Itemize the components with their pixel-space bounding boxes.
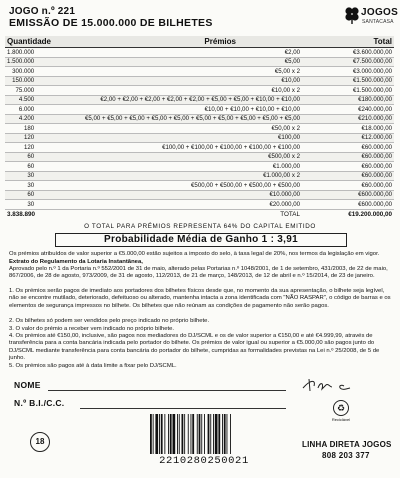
prize-cell: €2,00 <box>62 48 306 58</box>
total-cell: €180.000,00 <box>306 95 394 105</box>
total-cell: €60.000,00 <box>306 171 394 181</box>
linha-direta-label: LINHA DIRETA JOGOS <box>302 440 392 449</box>
total-cell: €600.000,00 <box>306 200 394 210</box>
quantity-cell: 75.000 <box>5 86 62 96</box>
percent-note: O TOTAL PARA PRÉMIOS REPRESENTA 64% DO CAPITAL EMITIDO <box>84 223 316 230</box>
extract-text: Aprovado pelo n.º 1 da Portaria n.º 552/2001 de 31 de maio, alterado pelas Portarias n.º 1048/2001, de 1 de setembro, 431/2003, de 22 de maio, 867/2006, de 28 de agosto, 973/2009, de 31 de agosto, 112/2013, de 21 de março, 148/2013, de 12 de abril e n.º 15/2014, de 23 de janeiro. <box>9 266 388 280</box>
santa-casa-clover-icon <box>344 6 360 24</box>
total-cell: €1.500.000,00 <box>306 86 394 96</box>
emission-title: EMISSÃO DE 15.000.000 DE BILHETES <box>9 17 213 29</box>
rule-4: 4. Os prémios até €150,00, inclusive, são pagos nos mediadores do DJ/SCML e os de valor superior a €150,00 e até €4.999,99, através de transferência para a conta bancária indicada pelo portador do bilhete. Os prémios de valor igual ou superior a €5.000,00 são pagos junto do DJ/SCML mediante transferência para conta bancária do portador do bilhete, cumpridas as formalidades previstas na Lei n.º 25/2008, de 5 de junho. <box>9 333 380 362</box>
barcode-bar <box>153 414 154 454</box>
total-quantity: 3.838.890 <box>5 209 62 219</box>
prize-cell: €50,00 x 2 <box>62 124 306 134</box>
col-quantidade: Quantidade <box>5 36 62 48</box>
barcode-bar <box>197 414 198 454</box>
quantity-cell: 1.500.000 <box>5 57 62 67</box>
table-row <box>5 57 394 67</box>
tax-note: Os prémios atribuídos de valor superior a €5.000,00 estão sujeitos a imposto do selo, à taxa legal de 20%, nos termos da legislação em vigor. <box>9 251 380 257</box>
barcode-bar <box>230 414 231 454</box>
barcode-bar <box>179 414 180 454</box>
prize-cell: €2,00 + €2,00 + €2,00 + €2,00 + €2,00 + €5,00 + €5,00 + €10,00 + €10,00 <box>62 95 306 105</box>
quantity-cell: 1.800.000 <box>5 48 62 58</box>
table-row <box>5 181 394 191</box>
table-row <box>5 162 394 172</box>
prize-cell: €10.000,00 <box>62 190 306 200</box>
total-cell: €7.500.000,00 <box>306 57 394 67</box>
rule-2: 2. Os bilhetes só podem ser vendidos pelo preço indicado no próprio bilhete. <box>9 318 210 324</box>
barcode-bar <box>191 414 192 454</box>
prize-cell: €10,00 <box>62 76 306 86</box>
prize-table-header <box>5 36 394 48</box>
quantity-cell: 30 <box>5 171 62 181</box>
barcode-bar <box>213 414 214 454</box>
col-premios: Prémios <box>62 36 306 48</box>
barcode-bar <box>204 414 205 454</box>
prize-cell: €20.000,00 <box>62 200 306 210</box>
total-value: €19.200.000,00 <box>306 209 394 219</box>
prize-cell: €500,00 x 2 <box>62 152 306 162</box>
prize-cell: €5,00 <box>62 57 306 67</box>
total-row <box>5 209 394 219</box>
barcode-bar <box>199 414 201 454</box>
barcode-bar <box>210 414 211 454</box>
barcode-bar <box>215 414 218 454</box>
nome-label: NOME <box>14 380 41 390</box>
quantity-cell: 4.200 <box>5 114 62 124</box>
table-row <box>5 200 394 210</box>
total-cell: €1.500.000,00 <box>306 76 394 86</box>
table-row <box>5 143 394 153</box>
jogos-santacasa-logo <box>344 4 399 34</box>
signature <box>300 376 375 394</box>
table-row <box>5 76 394 86</box>
logo-jogos-text: JOGOS <box>361 7 399 18</box>
quantity-cell: 4.500 <box>5 95 62 105</box>
game-number: JOGO n.º 221 <box>9 6 76 17</box>
barcode-bar <box>159 414 160 454</box>
barcode-bar <box>224 414 226 454</box>
barcode-bar <box>208 414 210 454</box>
prize-cell: €1.000,00 x 2 <box>62 171 306 181</box>
total-cell: €210.000,00 <box>306 114 394 124</box>
barcode-bar <box>188 414 189 454</box>
rule-5: 5. Os prémios são pagos até à data limite a fixar pelo DJ/SCML. <box>9 362 177 369</box>
barcode-bar <box>192 414 194 454</box>
prize-cell: €500,00 + €500,00 + €500,00 + €500,00 <box>62 181 306 191</box>
table-row <box>5 124 394 134</box>
quantity-cell: 120 <box>5 133 62 143</box>
table-row <box>5 105 394 115</box>
prize-cell: €100,00 <box>62 133 306 143</box>
quantity-cell: 120 <box>5 143 62 153</box>
prize-cell: €5,00 + €5,00 + €5,00 + €5,00 + €5,00 + €5,00 + €5,00 + €5,00 + €5,00 + €5,00 <box>62 114 306 124</box>
prize-cell: €5,00 x 2 <box>62 67 306 77</box>
total-cell: €60.000,00 <box>306 181 394 191</box>
logo-santacasa-text: SANTACASA <box>362 19 394 25</box>
linha-direta-phone: 808 203 377 <box>322 451 370 460</box>
table-row <box>5 67 394 77</box>
quantity-cell: 30 <box>5 181 62 191</box>
table-row <box>5 86 394 96</box>
total-cell: €600.000,00 <box>306 190 394 200</box>
quantity-cell: 60 <box>5 162 62 172</box>
probability-box: Probabilidade Média de Ganho 1 : 3,91 <box>55 233 347 247</box>
bi-field-line[interactable] <box>80 408 286 409</box>
recycle-icon: ♻ <box>333 400 349 416</box>
quantity-cell: 150.000 <box>5 76 62 86</box>
barcode-bar <box>177 414 178 454</box>
age-18-badge: 18 <box>30 432 50 452</box>
barcode-bar <box>150 414 152 454</box>
table-row <box>5 48 394 58</box>
extract-title: Extrato do Regulamento da Lotaria Instantânea, <box>9 258 143 265</box>
quantity-cell: 6.000 <box>5 105 62 115</box>
prize-cell: €10,00 x 2 <box>62 86 306 96</box>
prize-table <box>5 36 394 219</box>
table-row <box>5 95 394 105</box>
total-cell: €3.600.000,00 <box>306 48 394 58</box>
barcode-bar <box>184 414 185 454</box>
barcode-bar <box>227 414 228 454</box>
total-label: TOTAL <box>62 209 306 219</box>
total-cell: €60.000,00 <box>306 162 394 172</box>
quantity-cell: 60 <box>5 152 62 162</box>
rule-3: 3. O valor do prémio a receber vem indicado no próprio bilhete. <box>9 325 175 332</box>
barcode-bar <box>155 414 158 454</box>
barcode-bar <box>170 414 172 454</box>
col-total: Total <box>306 36 394 48</box>
prize-cell: €100,00 + €100,00 + €100,00 + €100,00 + €100,00 <box>62 143 306 153</box>
total-cell: €60.000,00 <box>306 152 394 162</box>
total-cell: €3.000.000,00 <box>306 67 394 77</box>
table-row <box>5 152 394 162</box>
barcode <box>149 414 259 454</box>
barcode-number: 2210280250021 <box>159 455 249 467</box>
total-cell: €240.000,00 <box>306 105 394 115</box>
prize-rows <box>5 48 394 210</box>
barcode-bar <box>161 414 163 454</box>
recycle-label: Reciclável <box>331 417 351 422</box>
barcode-bar <box>182 414 184 454</box>
total-cell: €12.000,00 <box>306 133 394 143</box>
table-row <box>5 190 394 200</box>
barcode-bar <box>168 414 169 454</box>
barcode-bar <box>201 414 202 454</box>
barcode-bar <box>164 414 165 454</box>
recycle-mark <box>331 400 351 426</box>
bi-label: N.º B.I./C.C. <box>14 398 65 408</box>
barcode-bar <box>218 414 220 454</box>
quantity-cell: 30 <box>5 200 62 210</box>
quantity-cell: 60 <box>5 190 62 200</box>
prize-cell: €1.000,00 <box>62 162 306 172</box>
barcode-bar <box>222 414 223 454</box>
quantity-cell: 180 <box>5 124 62 134</box>
prize-cell: €10,00 + €10,00 + €10,00 + €10,00 <box>62 105 306 115</box>
table-row <box>5 171 394 181</box>
quantity-cell: 300.000 <box>5 67 62 77</box>
total-cell: €60.000,00 <box>306 143 394 153</box>
rule-1: 1. Os prémios serão pagos de imediato aos portadores dos bilhetes físicos desde que, no momento da sua apresentação, o bilhete seja legível, não se encontre mutilado, deteriorado, defeituoso ou alterado, mantenha intacta a zona identificada com "NÃO RASPAR", o código de barras e os elementos de segurança impressos no bilhete. Os bilhetes que não reúnam as condições de pagamento não serão pagos. <box>9 288 391 309</box>
table-row <box>5 133 394 143</box>
nome-field-line[interactable] <box>48 390 286 391</box>
total-cell: €18.000,00 <box>306 124 394 134</box>
table-row <box>5 114 394 124</box>
barcode-bar <box>173 414 176 454</box>
